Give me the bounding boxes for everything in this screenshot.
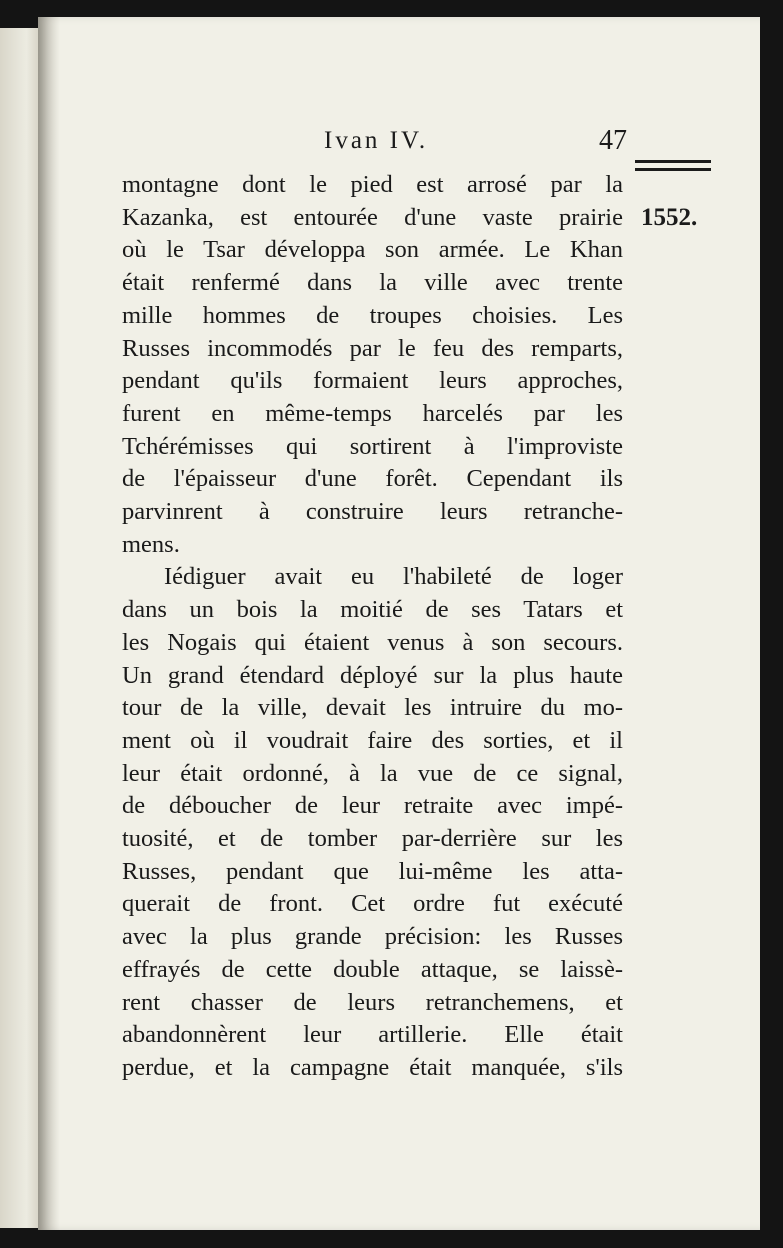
body-text bbox=[122, 169, 623, 1085]
text-line: Iédiguer avait eu l'habileté de loger bbox=[164, 563, 623, 591]
margin-rule bbox=[635, 168, 711, 171]
text-line: Un grand étendard déployé sur la plus haute bbox=[122, 661, 623, 689]
text-line: de déboucher de leur retraite avec impé- bbox=[122, 792, 623, 820]
running-title: Ivan IV. bbox=[324, 127, 429, 154]
text-line: où le Tsar développa son armée. Le Khan bbox=[122, 236, 623, 264]
book-page bbox=[38, 17, 760, 1230]
text-line: dans un bois la moitié de ses Tatars et bbox=[122, 596, 623, 624]
text-line: parvinrent à construire leurs retranche- bbox=[122, 498, 623, 526]
text-line: perdue, et la campagne était manquée, s'ils bbox=[122, 1053, 623, 1081]
text-line: était renfermé dans la ville avec trente bbox=[122, 269, 623, 297]
text-line: mille hommes de troupes choisies. Les bbox=[122, 301, 623, 329]
text-line: tuosité, et de tomber par-derrière sur les bbox=[122, 825, 623, 853]
margin-rule bbox=[635, 160, 711, 163]
text-line: montagne dont le pied est arrosé par la bbox=[122, 171, 623, 198]
text-line: abandonnèrent leur artillerie. Elle était bbox=[122, 1021, 623, 1049]
text-line: querait de front. Cet ordre fut exécuté bbox=[122, 890, 623, 918]
text-line: furent en même-temps harcelés par les bbox=[122, 399, 623, 427]
text-line: mens. bbox=[122, 530, 180, 558]
paragraph bbox=[122, 561, 623, 1084]
text-line: effrayés de cette double attaque, se laissè- bbox=[122, 955, 623, 983]
text-line: leur était ordonné, à la vue de ce signal, bbox=[122, 759, 623, 787]
text-line: Russes incommodés par le feu des remparts, bbox=[122, 334, 623, 362]
margin-year: 1552. bbox=[641, 204, 698, 231]
text-line: Tchérémisses qui sortirent à l'improviste bbox=[122, 432, 623, 460]
text-line: les Nogais qui étaient venus à son secours. bbox=[122, 628, 623, 656]
text-line: pendant qu'ils formaient leurs approches, bbox=[122, 367, 623, 395]
text-line: Russes, pendant que lui-même les atta- bbox=[122, 857, 623, 885]
text-line: Kazanka, est entourée d'une vaste prairie bbox=[122, 203, 623, 231]
text-line: ment où il voudrait faire des sorties, et il bbox=[122, 726, 623, 754]
paragraph bbox=[122, 169, 623, 561]
text-line: rent chasser de leurs retranchemens, et bbox=[122, 988, 623, 1016]
text-line: tour de la ville, devait les intruire du mo- bbox=[122, 694, 623, 722]
gutter-shadow bbox=[38, 17, 60, 1230]
text-line: de l'épaisseur d'une forêt. Cependant ils bbox=[122, 465, 623, 493]
running-header bbox=[38, 111, 760, 156]
page-number: 47 bbox=[599, 125, 627, 156]
text-line: avec la plus grande précision: les Russes bbox=[122, 923, 623, 951]
